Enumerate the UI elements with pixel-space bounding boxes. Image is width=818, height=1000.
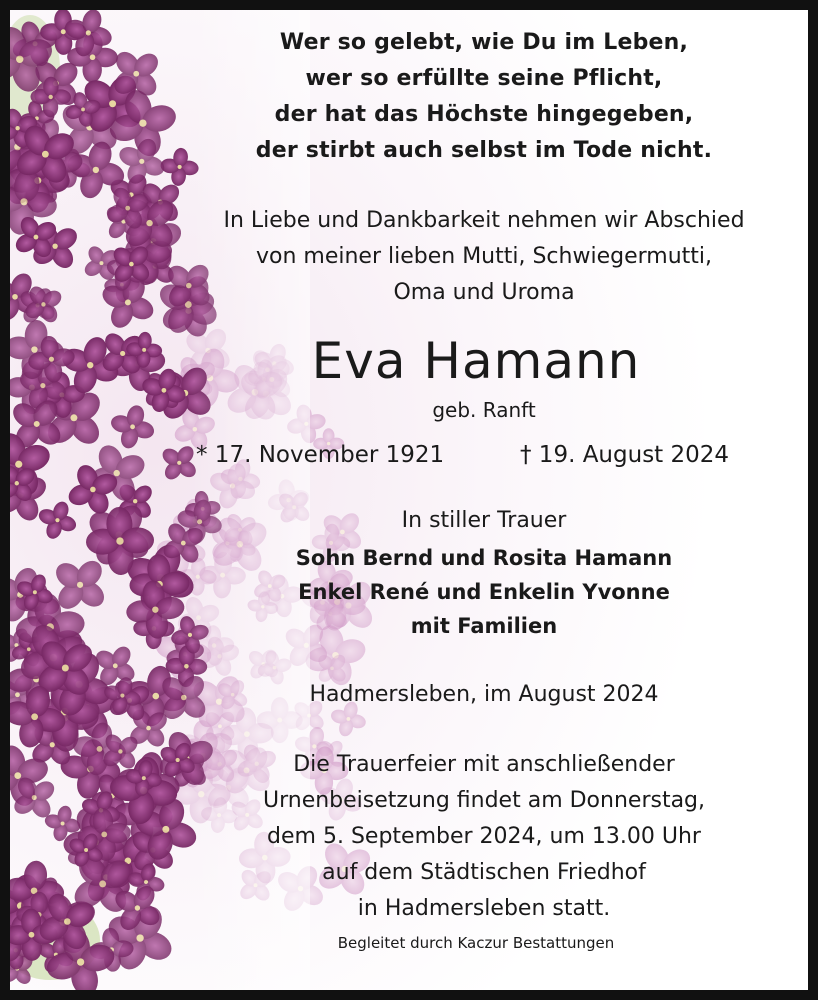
deceased-name: Eva Hamann <box>311 332 641 390</box>
intro-line: In Liebe und Dankbarkeit nehmen wir Abschied <box>223 208 745 233</box>
intro-line: Oma und Uroma <box>393 280 575 305</box>
place-date: Hadmersleben, im August 2024 <box>309 682 659 707</box>
ceremony-line: in Hadmersleben statt. <box>357 896 611 921</box>
death-date: † 19. August 2024 <box>520 442 730 468</box>
mourners-heading: In stiller Trauer <box>401 508 567 533</box>
intro-line: von meiner lieben Mutti, Schwiegermutti, <box>255 244 713 269</box>
ceremony-line: Die Trauerfeier mit anschließender <box>293 752 675 777</box>
birth-date: * 17. November 1921 <box>196 442 445 468</box>
ceremony-line: dem 5. September 2024, um 13.00 Uhr <box>267 824 701 849</box>
poem-line: der stirbt auch selbst im Tode nicht. <box>255 138 713 163</box>
ceremony-line: Urnenbeisetzung findet am Donnerstag, <box>262 788 706 813</box>
notice-text <box>10 10 808 990</box>
birth-name: geb. Ranft <box>432 398 536 422</box>
mourner-line: Sohn Bernd und Rosita Hamann <box>295 546 673 570</box>
ceremony-line: auf dem Städtischen Friedhof <box>322 860 646 885</box>
poem-line: Wer so gelebt, wie Du im Leben, <box>279 30 689 55</box>
poem-line: wer so erfüllte seine Pflicht, <box>305 66 663 91</box>
poem-line: der hat das Höchste hingegeben, <box>274 102 694 127</box>
mourner-line: Enkel René und Enkelin Yvonne <box>298 580 670 604</box>
undertaker-credit: Begleitet durch Kaczur Bestattungen <box>337 934 615 952</box>
mourner-line: mit Familien <box>410 614 558 638</box>
